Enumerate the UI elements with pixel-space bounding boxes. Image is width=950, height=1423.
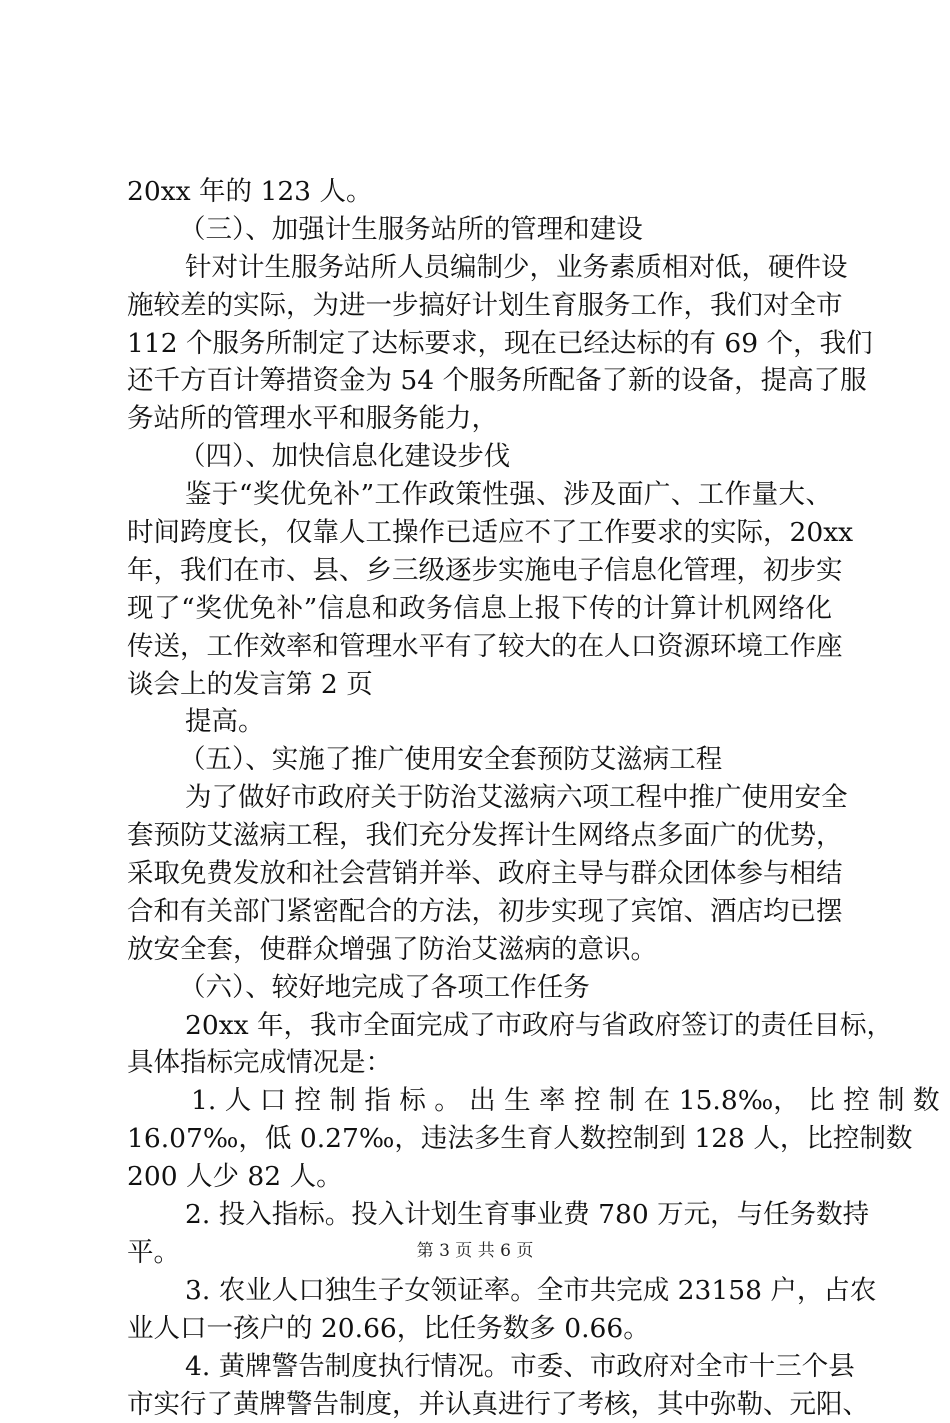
text-line: 鉴于“奖优免补”工作政策性强、涉及面广、工作量大、 [127,476,832,514]
text-line: 2. 投入指标。投入计划生育事业费 780 万元，与任务数持 [127,1196,832,1234]
text-line: 时间跨度长，仅靠人工操作已适应不了工作要求的实际，20xx [127,514,832,552]
text-line: 具体指标完成情况是： [127,1044,832,1082]
text-line: 务站所的管理水平和服务能力， [127,400,832,438]
text-line: 提高。 [127,703,832,741]
text-line: 1. 人 口 控 制 指 标 。 出 生 率 控 制 在 15.8‰， 比 控 制 数 [127,1082,832,1120]
text-line: 200 人少 82 人。 [127,1158,832,1196]
text-line: 平。 [127,1234,832,1272]
text-line: 市实行了黄牌警告制度，并认真进行了考核，其中弥勒、元阳、 [127,1386,832,1423]
text-line: 为了做好市政府关于防治艾滋病六项工程中推广使用安全 [127,779,832,817]
text-line: 现了“奖优免补”信息和政务信息上报下传的计算计机网络化 [127,590,832,628]
text-line: 3. 农业人口独生子女领证率。全市共完成 23158 户，占农 [127,1272,832,1310]
text-line: 传送，工作效率和管理水平有了较大的在人口资源环境工作座 [127,628,832,666]
text-line: 年，我们在市、县、乡三级逐步实施电子信息化管理，初步实 [127,552,832,590]
text-line: 业人口一孩户的 20.66，比任务数多 0.66。 [127,1310,832,1348]
text-line: 针对计生服务站所人员编制少，业务素质相对低，硬件设 [127,249,832,287]
text-line: 套预防艾滋病工程，我们充分发挥计生网络点多面广的优势， [127,817,832,855]
text-line: 16.07‰，低 0.27‰，违法多生育人数控制到 128 人，比控制数 [127,1120,832,1158]
text-line: 20xx 年的 123 人。 [127,173,832,211]
section-heading-5: （五）、实施了推广使用安全套预防艾滋病工程 [127,741,832,779]
section-heading-4: （四）、加快信息化建设步伐 [127,438,832,476]
section-heading-3: （三）、加强计生服务站所的管理和建设 [127,211,832,249]
text-line: 20xx 年，我市全面完成了市政府与省政府签订的责任目标， [127,1007,832,1045]
section-heading-6: （六）、较好地完成了各项工作任务 [127,969,832,1007]
text-line: 112 个服务所制定了达标要求，现在已经达标的有 69 个，我们 [127,325,832,363]
text-line: 采取免费发放和社会营销并举、政府主导与群众团体参与相结 [127,855,832,893]
page-footer: 第 3 页 共 6 页 [0,1236,950,1261]
text-line: 4. 黄牌警告制度执行情况。市委、市政府对全市十三个县 [127,1348,832,1386]
text-line: 放安全套，使群众增强了防治艾滋病的意识。 [127,931,832,969]
text-line: 合和有关部门紧密配合的方法，初步实现了宾馆、酒店均已摆 [127,893,832,931]
text-line: 施较差的实际，为进一步搞好计划生育服务工作，我们对全市 [127,287,832,325]
text-line: 还千方百计筹措资金为 54 个服务所配备了新的设备，提高了服 [127,362,832,400]
text-line: 谈会上的发言第 2 页 [127,666,832,704]
